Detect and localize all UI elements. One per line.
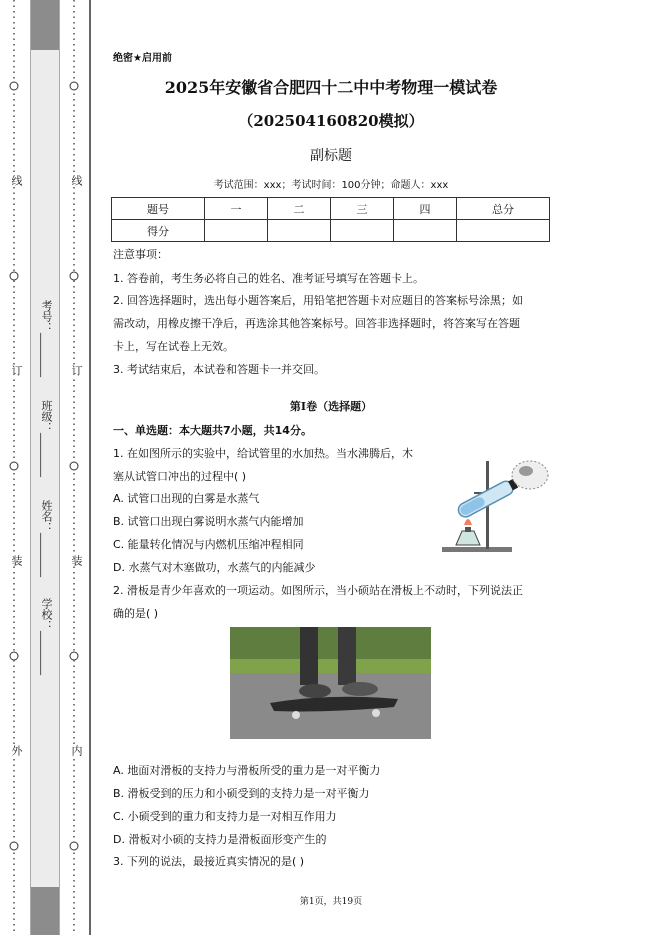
note-2-line2: 需改动，用橡皮擦干净后，再选涂其他答案标号。回答非选择题时，将答案写在答题 — [113, 317, 520, 330]
field-number-blank[interactable]: ________ — [40, 333, 53, 377]
field-name-blank[interactable]: ________ — [40, 533, 53, 577]
header-cell-3: 三 — [331, 198, 394, 220]
section-title: 第I卷（选择题） — [289, 400, 373, 413]
outer-mark-ding: 订 — [10, 365, 23, 376]
note-3: 3. 考试结束后，本试卷和答题卡一并交回。 — [113, 363, 325, 376]
exam-info: 考试范围：xxx；考试时间：100分钟；命题人：xxx — [213, 180, 449, 191]
binding-rule — [89, 0, 91, 935]
q2-stem-line1: 2. 滑板是青少年喜欢的一项运动。如图所示，当小硕站在滑板上不动时，下列说法正 — [113, 584, 523, 597]
score-table-score-row — [112, 220, 550, 242]
field-school-blank[interactable]: ________ — [40, 631, 53, 675]
field-class — [38, 400, 54, 477]
q1-option-a[interactable]: A. 试管口出现的白雾是水蒸气 — [113, 492, 260, 505]
q2-stem-line2: 确的是( ) — [113, 607, 159, 620]
note-1: 1. 答卷前，考生务必将自己的姓名、准考证号填写在答题卡上。 — [113, 272, 424, 285]
inner-mark-zhuang: 装 — [70, 555, 83, 566]
header-cell-2: 二 — [268, 198, 331, 220]
outer-binding-column — [2, 0, 26, 935]
q1-option-b[interactable]: B. 试管口出现白雾说明水蒸气内能增加 — [113, 515, 304, 528]
strip-top-block — [31, 0, 59, 50]
exam-title: 2025年安徽省合肥四十二中中考物理一模试卷 — [164, 78, 498, 97]
field-school — [38, 598, 54, 675]
outer-mark-zhuang: 装 — [10, 555, 23, 566]
q2-option-a[interactable]: A. 地面对滑板的支持力与滑板所受的重力是一对平衡力 — [113, 764, 381, 777]
exam-subtitle: （202504160820模拟） — [238, 112, 424, 130]
notes-heading: 注意事项： — [113, 248, 168, 261]
score-row-label: 得分 — [112, 220, 205, 242]
score-cell-2[interactable] — [268, 220, 331, 242]
outer-dotted-line — [2, 0, 26, 935]
header-cell-1: 一 — [205, 198, 268, 220]
score-table-header-row — [112, 198, 550, 220]
header-cell-4: 四 — [394, 198, 457, 220]
inner-mark-xian: 线 — [70, 175, 83, 186]
part1-heading: 一、单选题：本大题共7小题，共14分。 — [113, 424, 312, 437]
q2-option-c[interactable]: C. 小硕受到的重力和支持力是一对相互作用力 — [113, 810, 337, 823]
q1-experiment-figure — [438, 453, 550, 555]
field-name-label: 姓名： — [40, 500, 53, 533]
field-number — [38, 300, 54, 377]
field-school-label: 学校： — [40, 598, 53, 631]
q3-stem-line1: 3. 下列的说法，最接近真实情况的是( ) — [113, 855, 305, 868]
q1-option-c[interactable]: C. 能量转化情况与内燃机压缩冲程相同 — [113, 538, 304, 551]
inner-mark-nei: 内 — [70, 745, 83, 756]
q2-option-d[interactable]: D. 滑板对小硕的支持力是滑板面形变产生的 — [113, 833, 327, 846]
inner-dotted-line — [62, 0, 86, 935]
q1-option-d[interactable]: D. 水蒸气对木塞做功，水蒸气的内能减少 — [113, 561, 316, 574]
score-cell-total[interactable] — [457, 220, 550, 242]
score-table — [111, 197, 550, 242]
q1-stem-line1: 1. 在如图所示的实验中，给试管里的水加热。当水沸腾后，木 — [113, 447, 413, 460]
q2-option-b[interactable]: B. 滑板受到的压力和小硕受到的支持力是一对平衡力 — [113, 787, 370, 800]
inner-mark-ding: 订 — [70, 365, 83, 376]
score-cell-3[interactable] — [331, 220, 394, 242]
exam-subheading: 副标题 — [310, 148, 352, 164]
student-info-strip — [30, 0, 60, 935]
inner-binding-column — [62, 0, 86, 935]
strip-bottom-block — [31, 887, 59, 935]
header-cell-number: 题号 — [112, 198, 205, 220]
note-2-line1: 2. 回答选择题时，选出每小题答案后，用铅笔把答题卡对应题目的答案标号涂黑；如 — [113, 294, 523, 307]
score-cell-4[interactable] — [394, 220, 457, 242]
header-cell-total: 总分 — [457, 198, 550, 220]
field-class-blank[interactable]: ________ — [40, 433, 53, 477]
outer-mark-xian: 线 — [10, 175, 23, 186]
q2-skateboard-photo — [230, 627, 431, 739]
outer-mark-wai: 外 — [10, 745, 23, 756]
field-class-label: 班级： — [40, 400, 53, 433]
secret-label: 绝密★启用前 — [113, 53, 172, 64]
field-number-label: 考号： — [40, 300, 53, 333]
page-footer: 第1页，共19页 — [299, 897, 363, 907]
note-2-line3: 卡上，写在试卷上无效。 — [113, 340, 234, 353]
field-name — [38, 500, 54, 577]
score-cell-1[interactable] — [205, 220, 268, 242]
q1-stem-line2: 塞从试管口冲出的过程中( ) — [113, 470, 247, 483]
